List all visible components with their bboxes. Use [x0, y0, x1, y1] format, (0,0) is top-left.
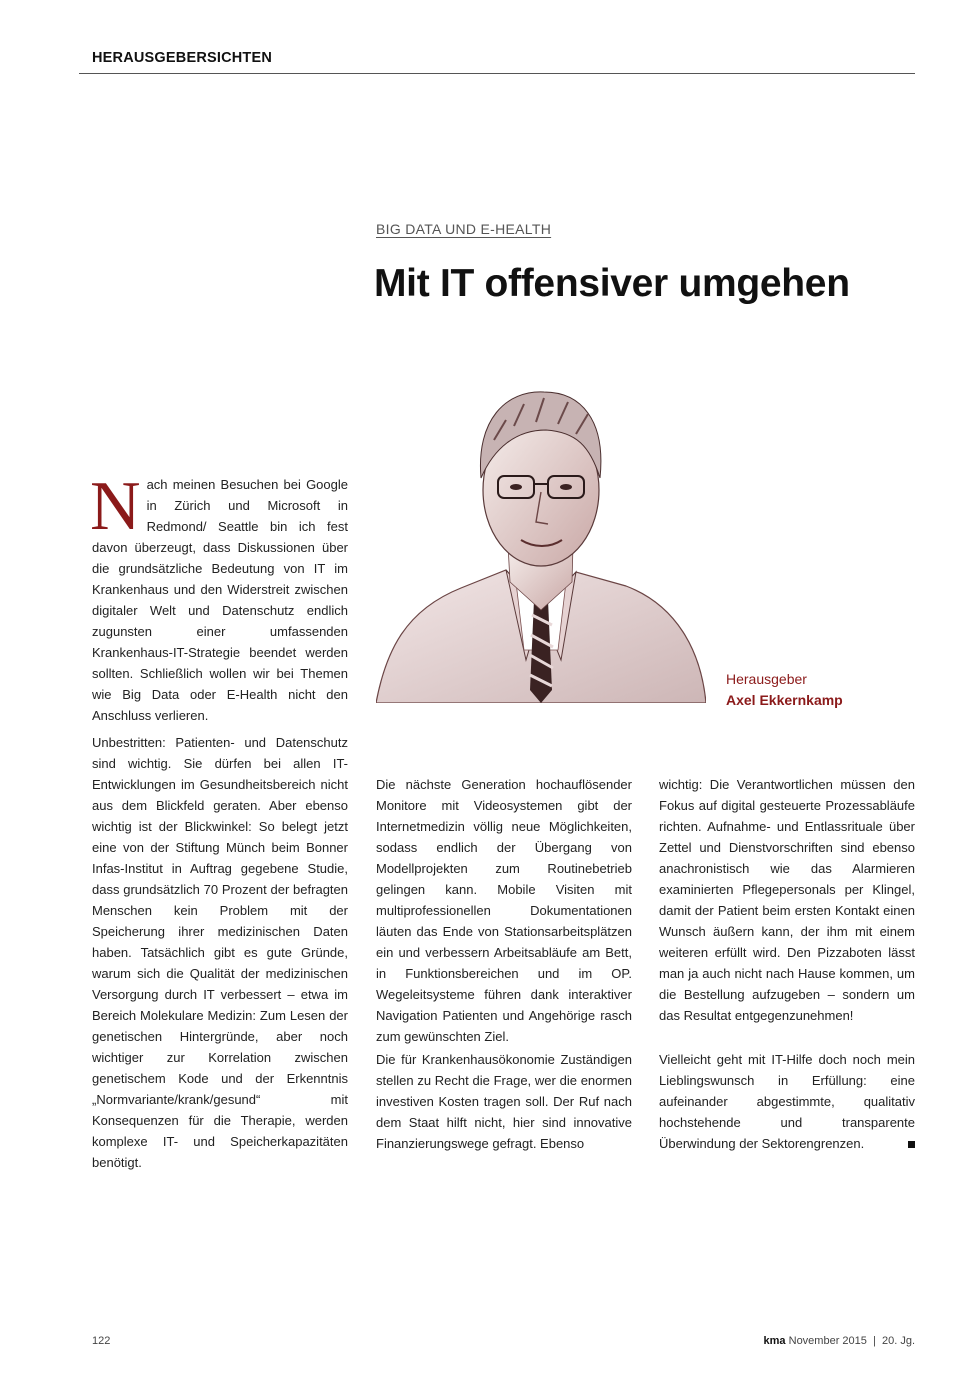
end-square-icon	[908, 1141, 915, 1148]
caption-role: Herausgeber	[726, 671, 807, 687]
paragraph-6	[659, 1049, 915, 1154]
column-3-bottom	[659, 1049, 915, 1154]
paragraph-1	[90, 468, 348, 726]
brand-logo: kma	[763, 1335, 786, 1347]
paragraph-2: Unbestritten: Patienten- und Datenschutz sind wichtig. Sie dürfen bei allen IT-Entwicklungen im Gesundheitsbereich nicht aus dem Blickfeld geraten. Aber ebenso wichtig ist der Blickwinkel: So belegt jetzt eine von der Stiftung Münch beim Bonner Infas-Institut in Auftrag gegebene Studie, dass grundsätzlich 70 Prozent der befragten Menschen kein Problem mit der Speicherung ihrer medizinischen Daten haben. Tatsächlich gibt es gute Gründe, warum sich die Qualität der medizinischen Versorgung durch IT verbessert – etwa im Bereich Molekulare Medizin: Zum Lesen der genetischen Hintergründe, aber noch wichtiger zur Korrelation zwischen genetischem Kode und der Erkenntnis „Normvariante/krank/gesund“ mit Konsequenzen für die Therapie, werden komplexe IT- und Speicherkapazitäten benötigt.	[92, 735, 348, 1170]
page-number: 122	[92, 1335, 111, 1347]
paragraph-1-text: ach meinen Besuchen bei Google in Zürich und Microsoft in Redmond/ Seattle bin ich fest davon überzeugt, dass Diskussionen über die grundsätzliche Bedeutung von IT im Krankenhaus und den Widerstreit zwischen digitaler Welt und Datenschutz endlich zugunsten einer umfassenden Krankenhaus-IT-Strategie beendet werden sollten. Schließlich wollen wir bei Themen wie Big Data oder E-Health nicht den Anschluss verlieren.	[92, 477, 348, 723]
drop-cap: N	[90, 468, 141, 545]
article-kicker: BIG DATA UND E-HEALTH	[376, 221, 552, 237]
paragraph-3: Die nächste Generation hochauflösender Monitore mit Videosystemen gibt der Internetmedizin völlig neue Möglichkeiten, sodass endlich der Übergang von Modellprojekten zum Routinebetrieb gelingen kann. Mobile Visiten mit multiprofessionellen Dokumentationen läuten das Ende von Stationsarbeitsplätzen ein und verbessern Arbeitsabläufe am Bett, in Funktionsbereichen und im OP. Wegeleitsysteme führen dank interaktiver Navigation Patienten und Angehörige rasch zum gewünschten Ziel.	[376, 777, 632, 1044]
issue-info: November 2015 | 20. Jg.	[788, 1335, 915, 1347]
paragraph-6-text: Vielleicht geht mit IT-Hilfe doch noch mein Lieblingswunsch in Erfüllung: eine aufeinander abgestimmte, qualitativ hochstehende und transparente Überwindung der Sektorengrenzen.	[659, 1052, 915, 1151]
caption-name: Axel Ekkernkamp	[726, 692, 843, 708]
footer-issue	[764, 1335, 915, 1347]
column-3-top	[659, 774, 915, 1026]
portrait-image	[376, 360, 706, 703]
paragraph-5: wichtig: Die Verantwortlichen müssen den Fokus auf digital gesteuerte Prozessabläufe richten. Aufnahme- und Entlassrituale über Zettel und Dienstvorschriften sind ebenso anachronistisch wie das Alarmieren examinierten Pflegepersonals per Klingel, damit der Patient beim ersten Kontakt einen Wunsch äußern kann, der ihm mit einem weiteren erfüllt wird. Den Pizzaboten lässt man ja auch nicht nach Hause kommen, um die Bestellung aufzugeben – sondern um das Resultat entgegenzunehmen!	[659, 777, 915, 1023]
portrait-caption	[726, 669, 843, 711]
column-2-bottom	[376, 1049, 632, 1154]
column-1-top	[90, 468, 348, 726]
article-headline: Mit IT offensiver umgehen	[374, 262, 850, 305]
paragraph-4: Die für Krankenhausökonomie Zuständigen stellen zu Recht die Frage, wer die enormen investiven Kosten tragen soll. Der Ruf nach dem Staat hilft nicht, hier sind innovative Finanzierungswege gefragt. Ebenso	[376, 1052, 632, 1151]
column-1-bottom	[92, 732, 348, 1173]
header-rule	[79, 73, 915, 74]
section-label: HERAUSGEBERSICHTEN	[92, 50, 273, 66]
column-2-top	[376, 774, 632, 1047]
